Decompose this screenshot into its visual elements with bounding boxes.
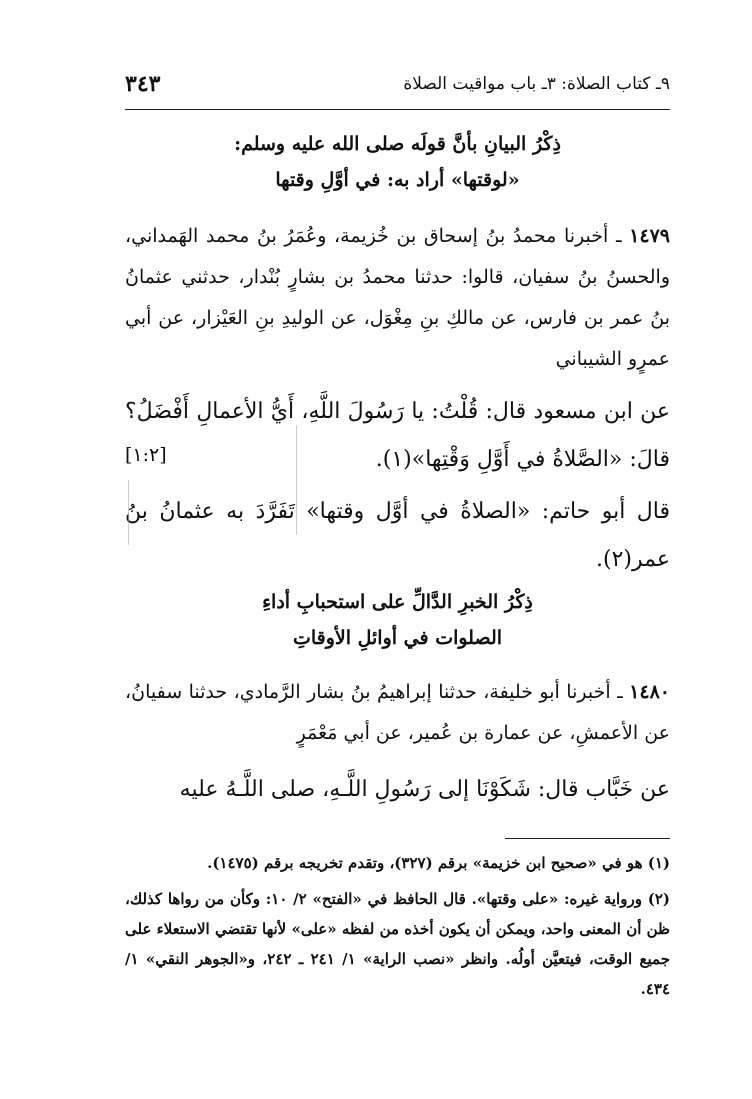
- abu-hatim-comment: قال أبو حاتم: «الصلاةُ في أوَّل وقتها» تَفَرَّدَ به عثمانُ بنُ عمر(٢).: [125, 499, 670, 572]
- hadith-1479-isnad: [125, 216, 670, 380]
- running-title: ٩ـ كتاب الصلاة: ٣ـ باب مواقيت الصلاة: [403, 74, 670, 94]
- section-heading-1-line1: ذِكْرُ البيانِ بأنَّ قولَه صلى الله عليه وسلم:: [234, 133, 561, 155]
- footnote-2: (٢) ورواية غيره: «على وقتها». قال الحافظ في «الفتح» ٢/ ١٠: وكأن من رواها كذلك، ظن أن المعنى واحد، ويمكن أن يكون أخذه من لفظه «على» لأنها تقتضي الاستعلاء على جميع الوقت، فيتعيَّن أولُه. وانظر «نصب الراية» ١/ ٢٤١ ـ ٢٤٢، و«الجوهر النقي» ١/ ٤٣٤.: [125, 890, 670, 998]
- section-heading-2-line1: ذِكْرُ الخبرِ الدَّالِّ على استحبابِ أداءِ: [262, 591, 533, 613]
- header-rule: [125, 109, 670, 110]
- scan-artifact-line: [128, 480, 129, 545]
- isnad-text: ـ أخبرنا أبو خليفة، حدثنا إبراهيمُ بنُ بشار الرَّمادي، حدثنا سفيانُ، عن الأعمشِ، عن عمارة بن عُمير، عن أبي مَعْمَرٍ: [125, 681, 670, 744]
- hadith-number: ١٤٧٩: [629, 225, 670, 247]
- hadith-1480-isnad: [125, 672, 670, 754]
- isnad-text: ـ أخبرنا محمدُ بنُ إسحاق بن خُزيمة، وعُمَرُ بنُ محمد الهَمداني، والحسنُ بنُ سفيان، قالوا: حدثنا محمدُ بن بشارٍ بُنْدار، حدثني عثمانُ بنُ عمر بن فارس، عن مالكِ بنِ مِغْوَل، عن الوليدِ بنِ العَيْزار، عن أبي عمرٍو الشيباني: [125, 225, 670, 370]
- footnote-1: (١) هو في «صحيح ابن خزيمة» برقم (٣٢٧)، وتقدم تخريجه برقم (١٤٧٥).: [207, 854, 670, 872]
- hadith-1479-matn: عن ابن مسعود قال: قُلْتُ: يا رَسُولَ اللَّهِ، أَيُّ الأعمالِ أَفْضَلُ؟ قالَ: «الصَّلاةُ في أَوَّلِ وَقْتِها»(١).: [125, 399, 670, 472]
- hadith-1480-matn: عن خَبَّاب قال: شَكَوْنَا إلى رَسُولِ اللَّـهِ، صلى اللَّـهُ عليه: [179, 777, 670, 802]
- page-number: ٣٤٣: [125, 71, 161, 97]
- section-heading-2-line2: الصلوات في أوائلِ الأوقاتِ: [292, 627, 503, 649]
- scan-artifact-line: [296, 425, 297, 535]
- page-header: [125, 64, 670, 104]
- footnote-rule: [505, 838, 670, 839]
- hadith-number: ١٤٨٠: [629, 681, 670, 703]
- classification-ref: [١:٢]: [125, 444, 167, 466]
- section-heading-1-line2: «لوقتها» أراد به: في أوَّلِ وقتها: [275, 169, 520, 191]
- section-heading-2: [125, 584, 670, 656]
- section-heading-1: [125, 126, 670, 198]
